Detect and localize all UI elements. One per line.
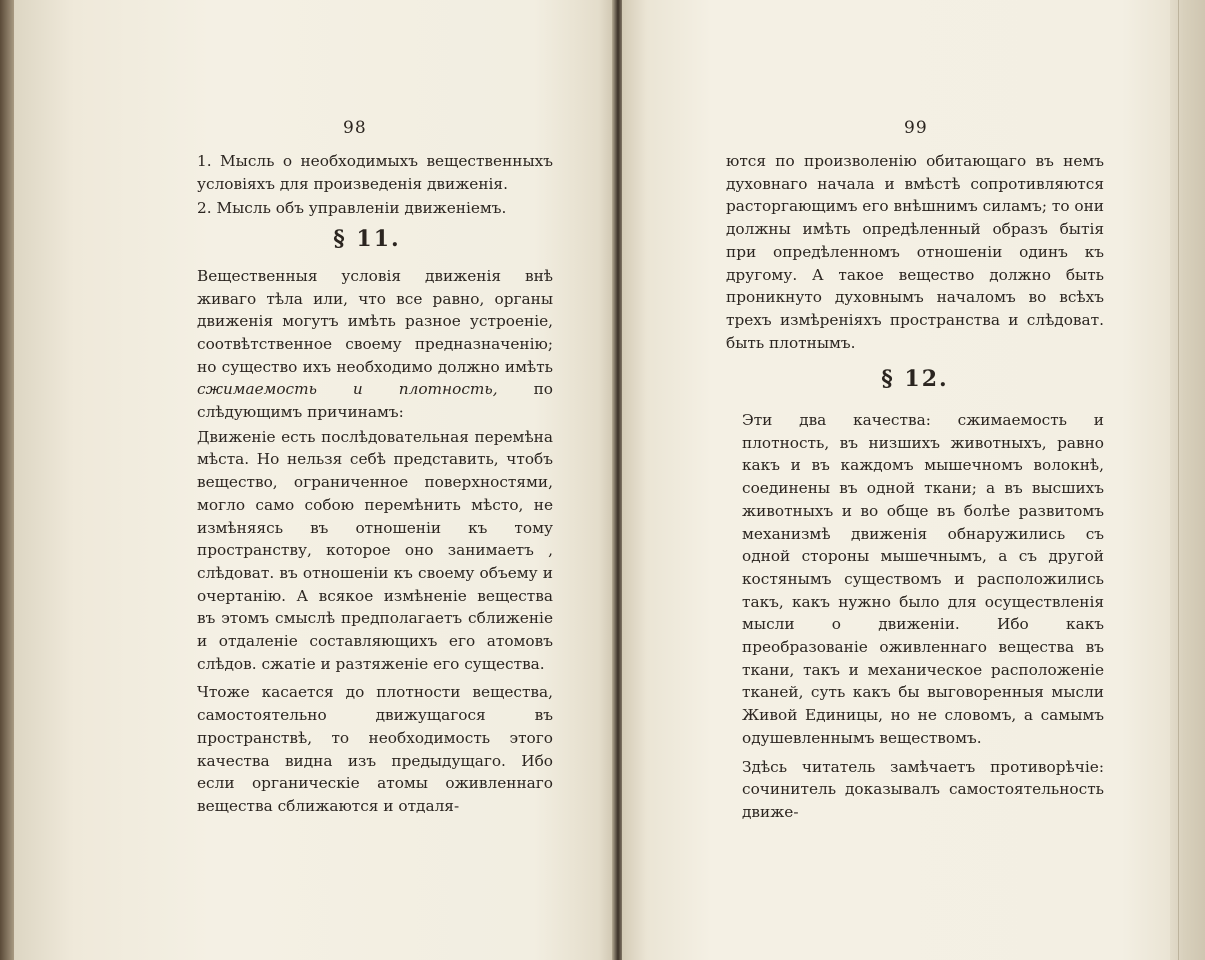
list-item-2: 2. Мысль объ управленіи движеніемъ. xyxy=(197,199,507,218)
paragraph: ются по произволенію обитающаго въ немъ духовнаго начала и вмѣстѣ сопротивляются расторгающимъ его внѣшнимъ силамъ; то они должны имѣть опредѣленный образъ бытія при опредѣленномъ отношеніи одинъ къ другому. А такое вещество должно быть проникнуто духовнымъ началомъ во всѣхъ трехъ измѣреніяхъ пространства и слѣдоват. быть плотнымъ. xyxy=(726,152,1104,352)
emphasized-text: сжимаемость и плотность, xyxy=(197,380,498,399)
page-number: 98 xyxy=(343,118,367,138)
paragraph xyxy=(181,265,553,424)
paragraph: Движеніе есть послѣдовательная перемѣна мѣста. Но нельзя себѣ представить, чтобъ вещество, ограниченное поверхностями, могло само собою перемѣнить мѣсто, не измѣняясь въ отношеніи къ тому пространству, которое оно занимаетъ , слѣдоват. въ отношеніи къ своему объему и очертанію. А всякое измѣненіе вещества въ этомъ смыслѣ предполагаетъ сближеніе и отдаленіе составляющихъ его атомовъ слѣдов. сжатіе и разтяженіе его существа. xyxy=(197,427,553,673)
paragraph-text: по слѣдующимъ причинамъ: xyxy=(197,380,553,422)
paragraph: Чтоже касается до плотности вещества, самостоятельно движущагося въ пространствѣ, то необходимость этого качества видна изъ предыдущаго. Ибо если органическіе атомы оживленнаго вещества сближаются и отдаля- xyxy=(197,683,553,815)
right-page xyxy=(622,0,1170,960)
left-page xyxy=(14,0,614,960)
paragraph: Эти два качества: сжимаемость и плотность, въ низшихъ животныхъ, равно какъ и въ каждомъ мышечномъ волокнѣ, соединены въ одной ткани; а въ высшихъ животныхъ и во обще въ болѣе развитомъ механизмѣ движенія обнаружились съ одной стороны мышечнымъ, а съ другой костянымъ существомъ и расположились такъ, какъ нужно было для осуществленія мысли о движеніи. Ибо какъ преобразованіе оживленнаго вещества въ ткани, такъ и механическое расположеніе тканей, суть какъ бы выговоренныя мысли Живой Единицы, но не словомъ, а самымъ одушевленнымъ веществомъ. xyxy=(742,411,1104,747)
paragraph: Здѣсь читатель замѣчаетъ противорѣчіе: сочинитель доказывалъ самостоятельность движе- xyxy=(742,757,1104,821)
book-spine-edge xyxy=(0,0,14,960)
paragraph-text: Вещественныя условія движенія внѣ живаго тѣла или, что все равно, органы движенія могутъ имѣть разное устроеніе, соотвѣтственное своему предназначенію; но существо ихъ необходимо должно имѣть xyxy=(197,266,553,376)
list-item-1: 1. Мысль о необходимыхъ вещественныхъ условіяхъ для произведенія движенія. xyxy=(197,152,553,193)
page-number: 99 xyxy=(904,118,928,138)
right-text-block xyxy=(726,150,1104,824)
left-text-block xyxy=(181,150,553,818)
section-heading: § 11. xyxy=(333,226,401,253)
page-stack-edge xyxy=(1170,0,1205,960)
section-heading: § 12. xyxy=(881,366,949,393)
